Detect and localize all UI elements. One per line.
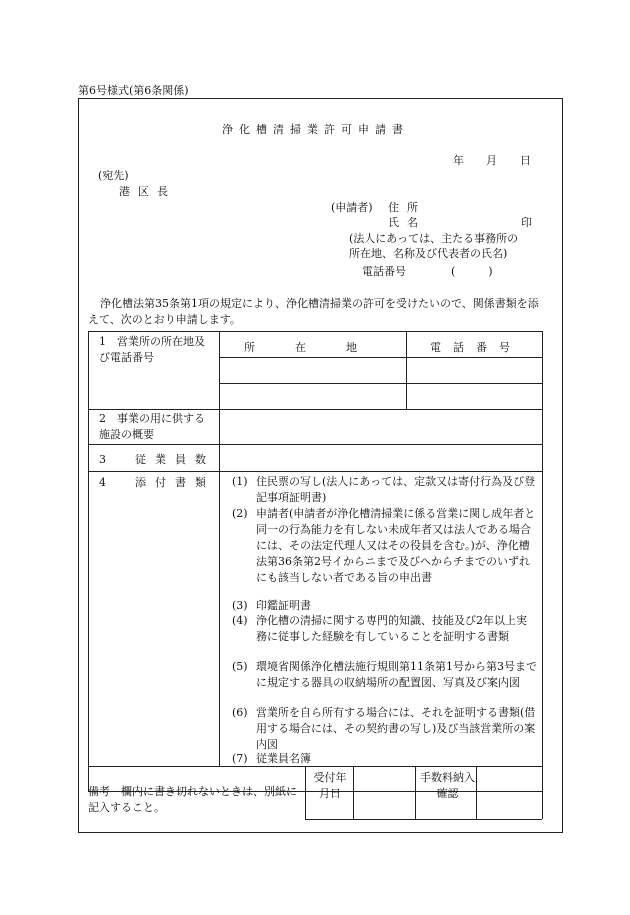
attachment-item-num: (7): [232, 752, 248, 765]
intro-text: 浄化槽法第35条第1項の規定により、浄化槽清掃業の許可を受けたいので、関係書類を添えて、次のとおり申請します。: [88, 297, 539, 326]
attachment-item-text: 環境省関係浄化槽法施行規則第11条第1号から第3号までに規定する器具の収納場所の配置図、写真及び案内図: [256, 660, 537, 689]
attachment-item-num: (6): [232, 706, 248, 719]
addressee-name: 港区長: [119, 185, 176, 198]
attachment-item-num: (2): [232, 507, 248, 520]
attachment-item-text: 住民票の写し(法人にあっては、定款又は寄付行為及び登記事項証明書): [256, 475, 536, 504]
row2-label: 2 事業の用に供する施設の概要: [99, 412, 205, 441]
attachment-item-num: (1): [232, 475, 248, 488]
phone-paren: ( ): [451, 265, 493, 278]
phone-input-2[interactable]: [408, 386, 540, 407]
attachment-item: [232, 506, 537, 586]
location-input-2[interactable]: [221, 386, 404, 407]
receipt-date-field[interactable]: [355, 769, 413, 817]
seal-mark: 印: [521, 216, 532, 229]
applicant-note-line1: (法人にあっては、主たる事務所の: [349, 232, 519, 245]
attachment-item: [232, 659, 537, 691]
addressee-prefix: (宛先): [98, 169, 129, 182]
address-label: 住所: [388, 201, 426, 214]
attachment-item: [232, 751, 537, 767]
row1-label: 1 営業所の所在地及び電話番号: [99, 335, 205, 364]
attachment-item-text: 浄化槽の清掃に関する専門的知識、技能及び2年以上実務に従事した経験を有していることを証明する書類: [256, 614, 527, 643]
name-label: 氏名: [388, 216, 426, 229]
phone-label: 電話番号: [362, 265, 406, 278]
attachment-item: [232, 705, 537, 753]
col-phone-header: 電話番号: [430, 341, 522, 354]
phone-input-1[interactable]: [408, 360, 540, 381]
form-number: 第6号様式(第6条関係): [78, 84, 189, 97]
attachment-item-text: 申請者(申請者が浄化槽清掃業に係る営業に関し成年者と同一の行為能力を有しない未成年者又は法人である場合には、その法定代理人又はその役員を含む。)が、浄化槽法第36条第2号イからニまで及びヘからチまでのいずれにも該当しない者である旨の申出書: [256, 507, 536, 584]
attachment-item-num: (4): [232, 614, 248, 627]
attachment-item-num: (5): [232, 660, 248, 673]
attachment-item-text: 営業所を自ら所有する場合には、それを証明する書類(借用する場合には、その契約書の写し)及び当該営業所の案内図: [256, 706, 536, 751]
date-month: 月: [486, 154, 497, 167]
receipt-date-label: 受付年月日: [313, 771, 347, 800]
employee-count-input[interactable]: [221, 447, 540, 469]
applicant-label: (申請者): [331, 201, 373, 214]
remarks: 備考 欄内に書き切れないときは、別紙に記入すること。: [88, 785, 297, 814]
col-location-header: 所在地: [244, 341, 397, 354]
attachment-item-num: (3): [232, 599, 248, 612]
date-year: 年: [453, 154, 464, 167]
attachment-item-text: 従業員名簿: [256, 752, 311, 765]
facility-overview-input[interactable]: [221, 412, 540, 442]
attachment-item: [232, 474, 537, 506]
applicant-note-line2: 所在地、名称及び代表者の氏名): [349, 247, 508, 260]
row3-label: 3 従業員数: [99, 453, 215, 466]
attachment-item: [232, 613, 537, 645]
location-input-1[interactable]: [221, 360, 404, 381]
attachment-item: [232, 598, 537, 614]
attachment-item-text: 印鑑証明書: [256, 599, 311, 612]
fee-confirmation-label: 手数料納入確認: [420, 771, 475, 800]
date-day: 日: [520, 154, 531, 167]
row4-label: 4 添付書類: [99, 476, 215, 489]
page-title: 浄化槽清掃業許可申請書: [222, 123, 409, 136]
fee-confirmation-field[interactable]: [478, 769, 540, 817]
